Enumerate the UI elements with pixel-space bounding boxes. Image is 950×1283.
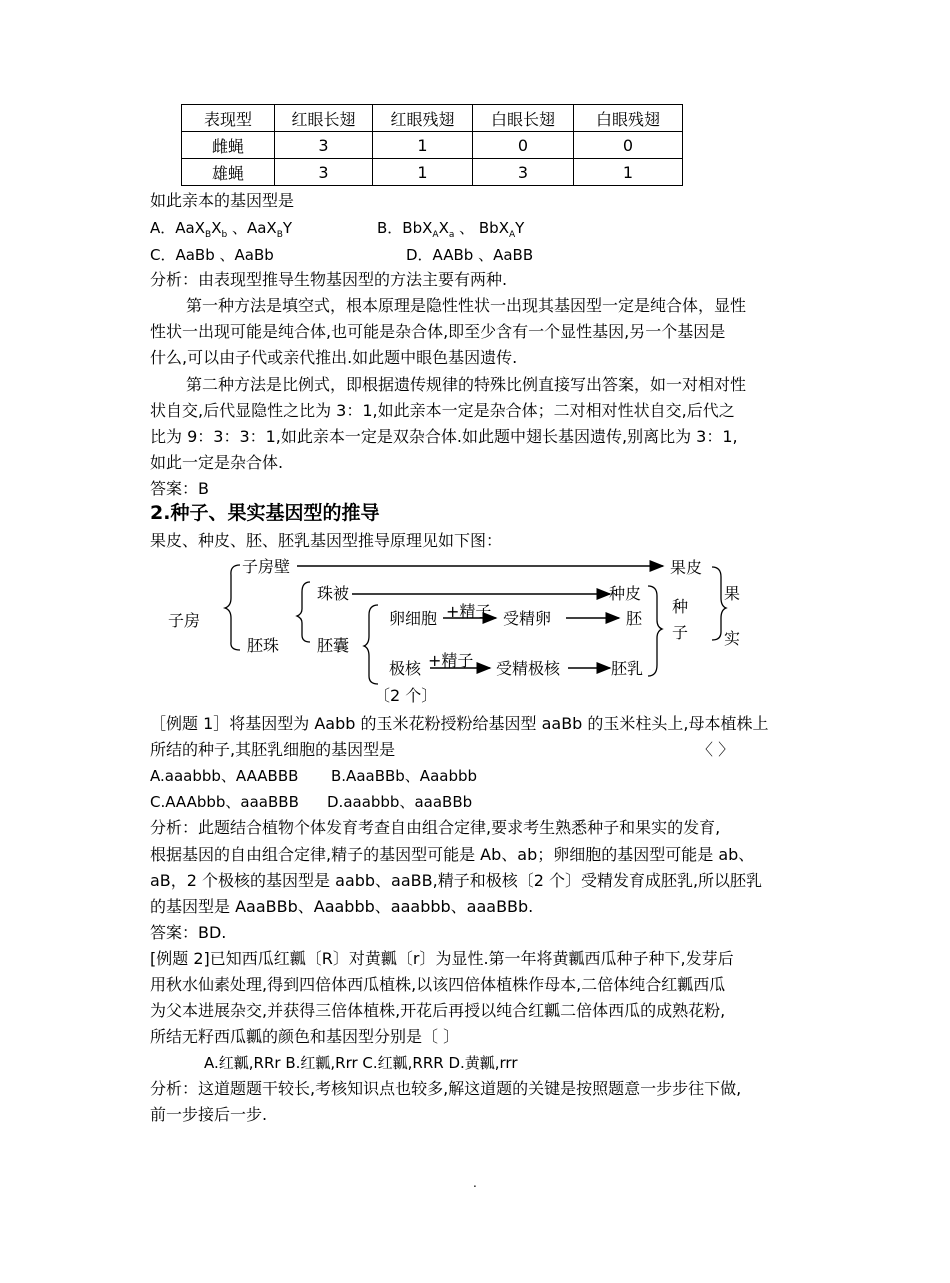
- label-egg-cell: 卵细胞: [389, 609, 438, 628]
- answer-bracket: 〈 〉: [697, 740, 735, 759]
- example-line: 所结无籽西瓜瓤的颜色和基因型分别是〔 〕: [150, 1027, 460, 1046]
- label-embryo: 胚: [626, 609, 643, 628]
- label-ovary-wall: 子房壁: [242, 557, 291, 576]
- analysis-line: 分析：这道题题干较长,考核知识点也较多,解这道题的关键是按照题意一步步往下做,: [150, 1079, 742, 1098]
- options-row: A.红瓤,RRr B.红瓤,Rrr C.红瓤,RRR D.黄瓤,rrr: [204, 1054, 518, 1072]
- table-cell: 1: [373, 132, 473, 159]
- option-a-text: X: [211, 219, 222, 237]
- label-seed-2: 子: [672, 623, 689, 642]
- table-header-cell: 表现型: [182, 105, 275, 132]
- brace-ovule: [297, 582, 310, 642]
- option-d: D．AABb 、AaBB: [406, 246, 534, 264]
- label-ovule: 胚珠: [247, 636, 280, 655]
- analysis-paragraph-line: 第二种方法是比例式，即根据遗传规律的特殊比例直接写出答案，如一对相对性: [186, 375, 747, 394]
- option-a-text: 、AaX: [227, 219, 277, 237]
- example-line: ［例题 1］将基因型为 Aabb 的玉米花粉授粉给基因型 aaBb 的玉米柱头上,母本植株上: [150, 714, 769, 733]
- option-b: B.AaaBBb、Aaabbb: [331, 767, 478, 785]
- brace-embryo-sac: [364, 605, 378, 684]
- option-b-sub: A: [508, 230, 516, 240]
- page-footer-mark: .: [473, 1176, 477, 1190]
- answer: 答案：BD.: [150, 923, 227, 942]
- label-sperm-2: +精子: [428, 651, 474, 670]
- table-cell: 1: [373, 159, 473, 186]
- example-line: 为父本进展杂交,并获得三倍体植株,开花后再授以纯合红瓤二倍体西瓜的成熟花粉,: [150, 1001, 726, 1020]
- table-cell: 3: [275, 132, 373, 159]
- label-zygote: 受精卵: [503, 609, 552, 628]
- option-a-sub: B: [276, 230, 283, 240]
- option-a-text: Y: [282, 219, 293, 237]
- analysis-line: 的基因型是 AaaBBb、Aaabbb、aaabbb、aaaBBb.: [150, 897, 534, 916]
- option-a-text: A．AaX: [150, 219, 205, 237]
- example-line: [例题 2]已知西瓜红瓤〔R〕对黄瓤〔r〕为显性.第一年将黄瓤西瓜种子种下,发芽后: [150, 949, 734, 968]
- option-c: C．AaBb 、AaBb: [150, 246, 274, 264]
- table-cell: 0: [473, 132, 574, 159]
- option-b-sub: A: [432, 230, 439, 240]
- label-fruit-1: 果: [724, 584, 741, 603]
- option-d: D.aaabbb、aaaBBb: [327, 793, 473, 811]
- option-b-text: Y: [515, 219, 525, 237]
- analysis-paragraph-line: 第一种方法是填空式，根本原理是隐性性状一出现其基因型一定是纯合体，显性: [186, 296, 747, 315]
- table-header-cell: 红眼残翅: [373, 105, 473, 132]
- label-integument: 珠被: [317, 584, 350, 603]
- table-cell: 1: [574, 159, 683, 186]
- label-seed-1: 种: [672, 597, 689, 616]
- label-endosperm: 胚乳: [611, 659, 644, 678]
- analysis-paragraph-line: 状自交,后代显隐性之比为 3：1,如此亲本一定是杂合体；二对相对性状自交,后代之: [150, 401, 735, 420]
- label-embryo-sac: 胚囊: [317, 636, 350, 655]
- analysis-line: aB，2 个极核的基因型是 aabb、aaBB,精子和极核〔2 个〕受精发育成胚乳,所以胚乳: [150, 871, 763, 890]
- option-a: A.aaabbb、AAABBB: [150, 767, 299, 785]
- option-a-sub: B: [205, 230, 212, 240]
- analysis-line: 分析：此题结合植物个体发育考查自由组合定律,要求考生熟悉种子和果实的发育,: [150, 818, 721, 837]
- analysis-paragraph-line: 如此一定是杂合体.: [150, 453, 284, 472]
- section-heading: 2.种子、果实基因型的推导: [150, 502, 380, 524]
- label-fertilized-polar: 受精极核: [496, 659, 561, 678]
- section-intro: 果皮、种皮、胚、胚乳基因型推导原理见如下图：: [150, 531, 503, 550]
- table-cell: 3: [275, 159, 373, 186]
- table-header-cell: 白眼长翅: [473, 105, 574, 132]
- brace-ovary: [225, 565, 240, 650]
- table-header-cell: 白眼残翅: [574, 105, 683, 132]
- label-seed-coat: 种皮: [609, 584, 642, 603]
- option-b-text: B．BbX: [377, 219, 433, 237]
- example-line: 用秋水仙素处理,得到四倍体西瓜植株,以该四倍体植株作母本,二倍体纯合红瓤西瓜: [150, 975, 726, 994]
- question-stem: 如此亲本的基因型是: [150, 191, 295, 210]
- analysis-paragraph-line: 比为 9：3：3：1,如此亲本一定是双杂合体.如此题中翅长基因遗传,别离比为 3：1,: [150, 427, 738, 446]
- analysis-line: 根据基因的自由组合定律,精子的基因型可能是 Ab、ab；卵细胞的基因型可能是 ab、: [150, 845, 755, 864]
- label-polar-nuclei: 极核: [389, 659, 422, 678]
- table-cell: 3: [473, 159, 574, 186]
- option-c: C.AAAbbb、aaaBBB: [150, 793, 299, 811]
- table-header-cell: 红眼长翅: [275, 105, 373, 132]
- example-line: 所结的种子,其胚乳细胞的基因型是: [150, 740, 396, 759]
- label-ovary: 子房: [168, 611, 201, 630]
- option-a-sub: b: [221, 230, 228, 240]
- option-b-text: 、 BbX: [454, 219, 509, 237]
- label-pericarp: 果皮: [670, 558, 703, 577]
- option-b-text: X: [438, 219, 449, 237]
- table-cell: 雄蝇: [182, 159, 275, 186]
- option-b-sub: a: [448, 230, 455, 240]
- label-fruit-2: 实: [724, 629, 741, 648]
- label-count: 〔2 个〕: [374, 686, 438, 705]
- analysis-intro: 分析：由表现型推导生物基因型的方法主要有两种.: [150, 270, 508, 289]
- analysis-paragraph-line: 什么,可以由子代或亲代推出.如此题中眼色基因遗传.: [150, 348, 518, 367]
- label-sperm-1: +精子: [446, 602, 492, 621]
- table-cell: 0: [574, 132, 683, 159]
- analysis-paragraph-line: 性状一出现可能是纯合体,也可能是杂合体,即至少含有一个显性基因,另一个基因是: [150, 322, 726, 341]
- analysis-line: 前一步接后一步.: [150, 1105, 268, 1124]
- table-cell: 雌蝇: [182, 132, 275, 159]
- answer: 答案：B: [150, 479, 209, 498]
- brace-seed: [648, 586, 662, 676]
